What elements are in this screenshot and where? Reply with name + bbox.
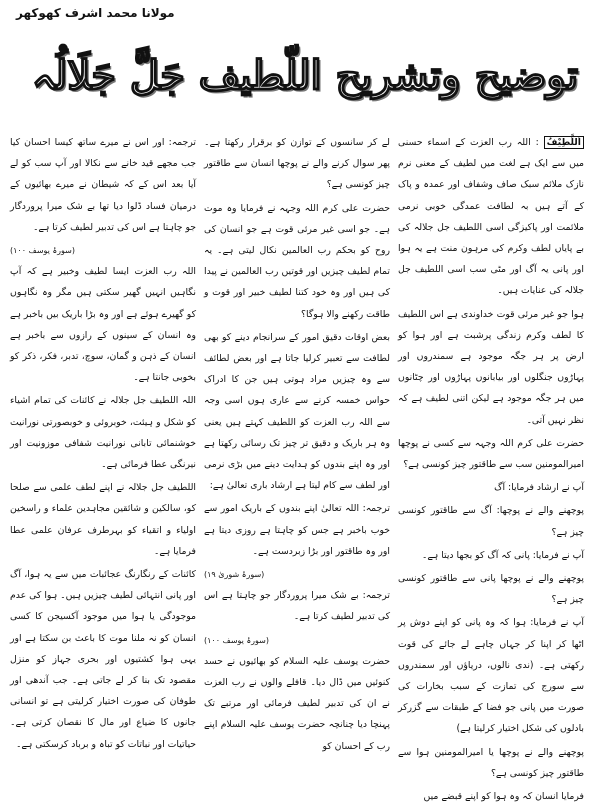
paragraph: اللہ اللطیف جل جلالہ نے کائنات کی تمام اشیاء کو شکل و ہیئت، خوبروئی و خوبصورتی نورانیت خوشنمائی تابانی نورانیت شفافی موزونیت اور نیرنگی عطا فرمائی ہے۔ — [10, 395, 196, 471]
paragraph: کائنات کے رنگارنگ عجائبات میں سے یہ ہوا، آگ اور پانی انتہائی لطیف چیزیں ہیں۔ ہوا کی عدم موجودگی یا ہوا میں موجود آکسیجن کا کسی انسان کو نہ ملنا موت کا باعث بن سکتا ہے اور یہی ہوا کشتیوں اور بحری جہاز کو منزل مقصود تک بنا کر لے جاتی ہے۔ جب آندھی اور طوفان کی صورت اختیار کرلیتی ہے تو انسانی جانوں کا ضیاع اور مال کا نقصان کرتی ہے۔ حیاتیات اور نباتات کو تباہ و برباد کرسکتی ہے۔ — [10, 569, 196, 750]
paragraph — [398, 132, 584, 302]
paragraph: بعض اوقات دقیق امور کے سرانجام دینے کو بھی لطافت سے تعبیر کرلیا جاتا ہے اور بعض لطائف سے وہ چیزیں مراد ہوتی ہیں جن کا ادراک حواس خمسہ کرنے سے عاری ہوں اسی وجہ سے اللہ رب العزت کو اللطیف کہتے ہیں یعنی وہ ہر باریک و دقیق تر چیز تک رسائی رکھتا ہے اور وہ اپنے بندوں کو ہدایت دینے میں بڑی نرمی اور لطف سے کام لیتا ہے ارشاد باری تعالیٰ ہے: — [204, 331, 390, 492]
quran-translation: ترجمہ: بے شک میرا پروردگار جو چاہتا ہے اس کی تدبیر لطیف کرتا ہے۔ — [204, 590, 390, 623]
paragraph: پوچھنے والے نے پوچھا یا امیرالمومنین ہوا سے طاقتور چیز کونسی ہے؟ — [398, 746, 584, 779]
paragraph: آپ نے ارشاد فرمایا: آگ — [494, 482, 584, 494]
verse-reference: (سورۂ یوسف ۱۰۰) — [10, 246, 75, 256]
column-middle — [204, 132, 390, 777]
paragraph: حضرت علی کرم اللہ وجہہ نے فرمایا وہ موت ہے۔ جو اسی غیر مرئی قوت ہے جو انسان کی روح کو بحکم رب العالمین نکال لیتی ہے۔ یہ تمام لطیف چیزیں اور قوتیں رب العالمین نے پیدا کی ہیں اور وہ خود کتنا لطیف خبیر اور قوت و طاقت رکھنے والا ہوگا؟ — [204, 202, 390, 320]
article-columns — [8, 132, 584, 803]
paragraph: حضرت یوسف علیہ السلام کو بھائیوں نے حسد کنوئیں میں ڈال دیا۔ قافلے والوں نے رب العزت نے ان کی تدبیر لطیف فرمائی اور مرتبے تک پہنچا دیا چنانچہ حضرت یوسف علیہ السلام اپنے رب کے احسان کو — [204, 655, 390, 752]
article-title: توضیح وتشریح اللّطیف جَلَّ جَلَالُہ — [31, 52, 579, 99]
quran-translation: ترجمہ: اور اس نے میرے ساتھ کیسا احسان کیا جب مجھے قید خانے سے نکالا اور آپ سب کو لے آیا بعد اس کے کہ شیطان نے میرے بھائیوں کے درمیان فساد ڈلوا دیا تھا بے شک میرا پروردگار جو چاہتا ہے اس کی تدبیر لطیف کرتا ہے۔ — [10, 137, 196, 233]
paragraph: آپ نے فرمایا: پانی کہ آگ کو بجھا دیتا ہے۔ — [421, 549, 584, 561]
paragraph: فرمایا انسان کہ وہ ہوا کو اپنے قبضے میں — [423, 791, 584, 803]
paragraph: پوچھنے والے نے پوچھا پانی سے طاقتور کونسی چیز ہے؟ — [398, 573, 584, 606]
verse-reference: (سورۂ شوریٰ ۱۹) — [204, 570, 265, 580]
paragraph: حضرت علی کرم اللہ وجہہ سے کسی نے پوچھا امیرالمومنین سب سے طاقتور چیز کونسی ہے؟ — [398, 437, 584, 471]
quran-translation: ترجمہ: اللہ تعالیٰ اپنے بندوں کے باریک امور سے خوب باخبر ہے جس کو چاہتا ہے روزی دیتا ہے اور وہ طاقتور اور بڑا زبردست ہے۔ — [204, 503, 390, 557]
paragraph: اللطیف جل جلالہ نے اپنے لطف علمی سے صلحا کو، سالکین و شائقین مجاہدین علماء و راسخین اولیاء و اتقیاء کو بہرطرف عرفان علمی عطا فرمایا ہے۔ — [10, 482, 196, 557]
paragraph: ہوا جو غیر مرئی قوت خداوندی ہے اس اللطیف کا لطف وکرم زندگی پرشبت ہے اور ہوا کو ارض پر ہر جگہ موجود ہے سمندروں اور پہاڑوں جنگلوں اور بیابانوں پہاڑوں اور چٹانوں میں ہر جگہ موجود ہے لیکن اتنی لطیف ہے کہ نظر نہیں آتی۔ — [398, 308, 584, 426]
author-name: مولانا محمد اشرف کھوکھر — [16, 6, 175, 20]
keyword-label: اَللَّطِیْفُ — [544, 136, 584, 149]
paragraph: پوچھنے والے نے پوچھا: آگ سے طاقتور کونسی چیز ہے؟ — [398, 505, 584, 538]
paragraph: آپ نے فرمایا: ہوا کہ وہ پانی کو اپنے دوش پر اٹھا کر اپنا کر جہاں چاہے لے جائے کی قوت رکھتی ہے۔ (ندی نالوں، دریاؤں اور سمندروں سے سورج کی تمازت کے سبب بخارات کی صورت میں پانی جو فضا کے طبقات سے گزرکر بادلوں کی شکل اختیار کرلیتا ہے) — [398, 617, 584, 735]
verse-reference: (سورۂ یوسف ۱۰۰) — [204, 635, 269, 645]
paragraph: لے کر سانسوں کے توازن کو برقرار رکھتا ہے۔ پھر سوال کرنے والے نے پوچھا انسان سے طاقتور چیز کونسی ہے؟ — [204, 137, 390, 191]
column-right — [398, 132, 584, 803]
column-left — [10, 132, 196, 777]
paragraph: اللہ رب العزت ایسا لطیف وخبیر ہے کہ آپ نگاہیں انہیں گھیر سکتی ہیں مگر وہ نگاہوں کو گھیرے ہوئے ہے اور وہ بڑا باریک بیں باخبر ہے وہ انسان کے سینوں کے رازوں سے باخبر ہے انسان کے ذہن و گمان، سوچ، تدبر، فکر، ذکر کو بخوبی جانتا ہے۔ — [10, 266, 196, 384]
paragraph-text: : اللہ رب العزت کے اسماء حسنی میں سے ایک ہے لغت میں لطیف کے معنی نرم نازک ملائم سبک صاف وشفاف اور عمدہ و پاک کے آتے ہیں بہ لطافت عمدگی خوبی نرمی ملائمت اور پاکیزگی اسی اللطیف جل جلالہ کی بے پایاں لطف وکرم کی مرہون منت ہے یہ ہوا اور پانی یہ آگ اور مٹی سب اسی اللطیف جل جلالہ کی عنایات ہیں۔ — [398, 137, 584, 297]
